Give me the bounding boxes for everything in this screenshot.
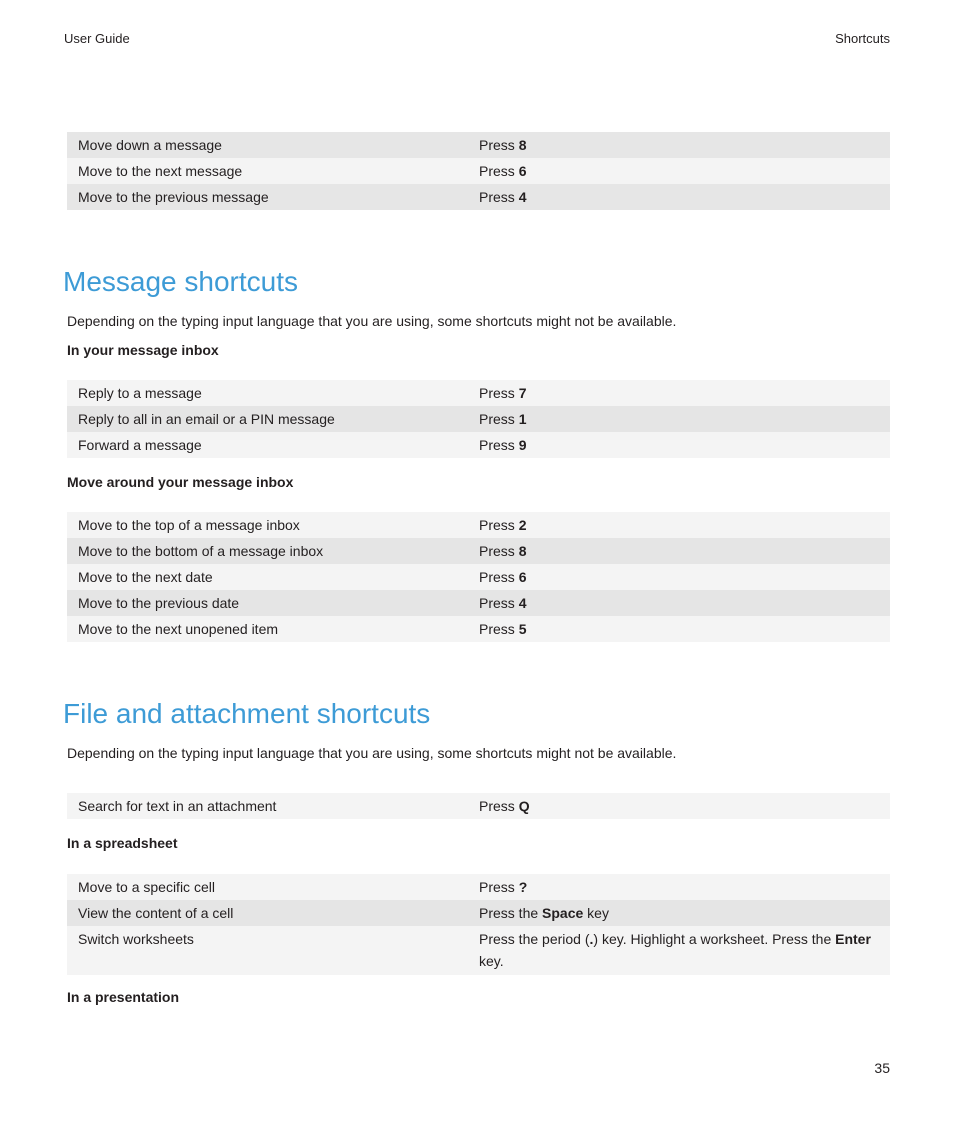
suffix-text: key xyxy=(587,905,609,921)
table-row xyxy=(67,538,890,564)
action-cell: View the content of a cell xyxy=(78,905,234,921)
key-label: 4 xyxy=(518,189,527,205)
key-cell xyxy=(479,132,890,158)
press-text: Press xyxy=(479,385,515,401)
key-cell xyxy=(479,380,890,406)
table-row xyxy=(67,616,890,642)
shortcut-table-inbox xyxy=(67,380,890,458)
section-intro: Depending on the typing input language that you are using, some shortcuts might not be available. xyxy=(67,745,677,761)
key-label: ? xyxy=(518,879,528,895)
action-cell: Move to the next message xyxy=(78,163,243,179)
press-text: Press the period ( xyxy=(479,931,590,947)
action-cell: Switch worksheets xyxy=(78,931,194,947)
press-text: Press xyxy=(479,621,515,637)
action-cell: Forward a message xyxy=(78,437,202,453)
key-label: 8 xyxy=(518,543,527,559)
key-cell xyxy=(479,874,890,900)
key-label: 7 xyxy=(518,385,527,401)
press-text: Press xyxy=(479,569,515,585)
key-cell xyxy=(479,406,890,432)
shortcut-table-attachment xyxy=(67,793,890,819)
subheading-message-inbox: In your message inbox xyxy=(67,342,219,358)
shortcut-table-message-navigation xyxy=(67,132,890,210)
action-cell: Move down a message xyxy=(78,137,222,153)
shortcut-table-spreadsheet xyxy=(67,874,890,975)
key-cell xyxy=(479,900,890,926)
key-cell xyxy=(479,616,890,642)
press-text: Press xyxy=(479,543,515,559)
table-row xyxy=(67,512,890,538)
key-label: 9 xyxy=(518,437,527,453)
key-label: Enter xyxy=(835,931,871,947)
press-text: Press xyxy=(479,137,515,153)
table-row xyxy=(67,184,890,210)
action-cell: Reply to a message xyxy=(78,385,202,401)
press-text: Press the xyxy=(479,905,539,921)
subheading-spreadsheet: In a spreadsheet xyxy=(67,835,178,851)
page-number: 35 xyxy=(874,1060,890,1076)
header-guide-title: User Guide xyxy=(64,31,130,46)
action-cell: Move to a specific cell xyxy=(78,879,215,895)
key-label: Space xyxy=(542,905,584,921)
table-row xyxy=(67,793,890,819)
key-cell xyxy=(479,793,890,819)
table-row xyxy=(67,590,890,616)
table-row xyxy=(67,132,890,158)
section-title-file-shortcuts: File and attachment shortcuts xyxy=(63,698,431,729)
key-label: 6 xyxy=(518,163,527,179)
action-cell: Reply to all in an email or a PIN message xyxy=(78,411,335,427)
key-label: 6 xyxy=(518,569,527,585)
action-cell: Move to the previous message xyxy=(78,189,269,205)
action-cell: Move to the previous date xyxy=(78,595,240,611)
suffix-text: key. xyxy=(479,953,504,969)
press-text: Press xyxy=(479,163,515,179)
shortcut-table-move-inbox xyxy=(67,512,890,642)
table-row xyxy=(67,158,890,184)
press-text: Press xyxy=(479,798,515,814)
press-text: Press xyxy=(479,411,515,427)
section-title-message-shortcuts: Message shortcuts xyxy=(63,266,298,297)
press-text: Press xyxy=(479,879,515,895)
key-cell xyxy=(479,564,890,590)
press-text: Press xyxy=(479,437,515,453)
table-row xyxy=(67,380,890,406)
press-text: Press xyxy=(479,189,515,205)
subheading-move-around-inbox: Move around your message inbox xyxy=(67,474,294,490)
key-label: 1 xyxy=(518,411,527,427)
key-label: Q xyxy=(518,798,530,814)
table-row xyxy=(67,874,890,900)
press-text: Press xyxy=(479,517,515,533)
instruction-text: ) key. Highlight a worksheet. Press the xyxy=(593,931,832,947)
key-label: 8 xyxy=(518,137,527,153)
action-cell: Move to the top of a message inbox xyxy=(78,517,300,533)
key-cell xyxy=(479,158,890,184)
key-cell xyxy=(479,590,890,616)
header-section-title: Shortcuts xyxy=(835,31,890,46)
action-cell: Move to the next unopened item xyxy=(78,621,279,637)
table-row xyxy=(67,900,890,926)
subheading-presentation: In a presentation xyxy=(67,989,180,1005)
key-label: 2 xyxy=(518,517,527,533)
table-row xyxy=(67,564,890,590)
key-cell xyxy=(479,538,890,564)
key-cell xyxy=(479,928,890,972)
table-row xyxy=(67,406,890,432)
key-cell xyxy=(479,184,890,210)
section-intro: Depending on the typing input language that you are using, some shortcuts might not be available. xyxy=(67,313,677,329)
press-text: Press xyxy=(479,595,515,611)
table-row xyxy=(67,432,890,458)
action-cell: Move to the next date xyxy=(78,569,213,585)
key-label: 5 xyxy=(518,621,527,637)
table-row xyxy=(67,926,890,975)
key-cell xyxy=(479,432,890,458)
key-label: . xyxy=(589,931,594,947)
action-cell: Search for text in an attachment xyxy=(78,798,277,814)
key-label: 4 xyxy=(518,595,527,611)
key-cell xyxy=(479,512,890,538)
action-cell: Move to the bottom of a message inbox xyxy=(78,543,324,559)
